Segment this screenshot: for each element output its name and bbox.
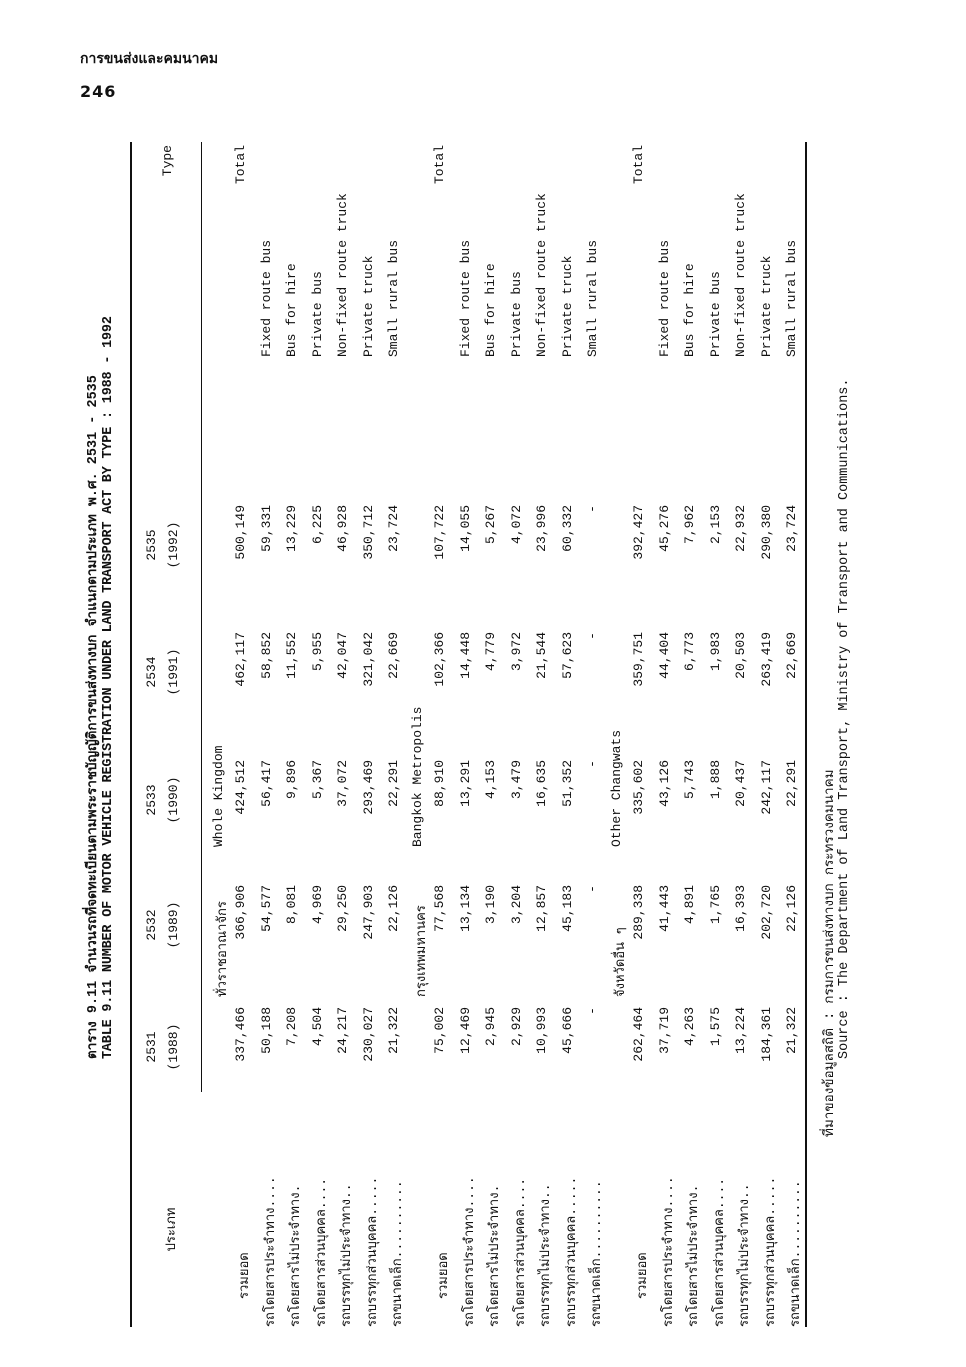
section-title-english: Whole Kingdom — [211, 745, 226, 847]
year-head-ce: (1990) — [166, 776, 181, 824]
column-head-english: Type — [160, 145, 175, 177]
table-cell: 2,945 — [483, 1007, 498, 1047]
row-label-thai: รถโดยสารส่วนบุคคล.... — [512, 1177, 528, 1327]
table-cell: 16,393 — [733, 885, 748, 932]
table-cell: 290,380 — [758, 505, 774, 560]
table-cell: - — [585, 1007, 600, 1015]
table-cell: 22,126 — [386, 885, 401, 932]
table-cell: 22,291 — [784, 760, 799, 807]
section-title-english: Other Changwats — [609, 729, 624, 847]
table-cell: 22,291 — [386, 760, 401, 807]
table-cell: 12,857 — [534, 885, 549, 932]
table-cell: 293,469 — [360, 760, 376, 815]
table-cell: 37,072 — [335, 760, 350, 807]
table-cell: 5,367 — [309, 760, 325, 800]
table-cell: 7,962 — [682, 505, 697, 545]
table-cell: 13,291 — [457, 760, 473, 807]
table-cell: 263,419 — [758, 632, 774, 687]
year-head-ce: (1991) — [166, 648, 181, 696]
table-cell: 4,779 — [483, 632, 498, 672]
page-number: 246 — [80, 82, 117, 101]
row-label-english: Private truck — [360, 255, 376, 357]
table-cell: 13,224 — [733, 1007, 748, 1054]
table-cell: 9,896 — [284, 760, 299, 800]
year-head-be: 2532 — [144, 909, 159, 941]
source-english: Source : The Department of Land Transport, Ministry of Transport and Communications. — [837, 378, 852, 1059]
year-head-ce: (1989) — [166, 901, 181, 949]
table-cell: 22,669 — [784, 632, 799, 679]
row-label-thai: รถบรรทุกไม่ประจำทาง.. — [538, 1183, 553, 1327]
section-title-thai: จังหวัดอื่น ๆ — [613, 927, 628, 997]
table-cell: 3,972 — [508, 632, 524, 672]
table-cell: 88,910 — [432, 760, 447, 807]
table-cell: 13,134 — [457, 885, 473, 932]
row-label-english: Private bus — [508, 271, 524, 357]
row-label-thai: รวมยอด — [635, 1252, 650, 1299]
table-cell: 60,332 — [559, 505, 575, 552]
table-cell: 262,464 — [631, 1007, 646, 1062]
table-cell: - — [585, 760, 600, 768]
row-label-english: Small rural bus — [585, 239, 600, 357]
table-cell: 77,568 — [432, 885, 447, 932]
table-cell: 29,250 — [335, 885, 350, 932]
table-top-rule — [130, 142, 132, 1327]
table-cell: 242,117 — [758, 760, 774, 815]
rotated-table-page — [80, 142, 870, 1327]
header-underline — [201, 142, 202, 1092]
table-cell: 21,322 — [784, 1007, 799, 1054]
table-cell: 46,928 — [335, 505, 350, 552]
row-label-thai: รถโดยสารส่วนบุคคล.... — [313, 1177, 329, 1327]
table-cell: 392,427 — [631, 505, 646, 560]
table-cell: 184,361 — [758, 1007, 774, 1062]
table-cell: 6,225 — [309, 505, 325, 545]
table-cell: 1,888 — [707, 760, 723, 800]
table-cell: 11,552 — [284, 632, 299, 679]
table-cell: 3,190 — [483, 885, 498, 925]
row-label-thai: รถบรรทุกส่วนบุคคล..... — [563, 1176, 579, 1327]
table-cell: 20,437 — [733, 760, 748, 807]
table-cell: 4,263 — [682, 1007, 697, 1047]
row-label-english: Fixed route bus — [258, 239, 274, 357]
table-cell: 22,126 — [784, 885, 799, 932]
table-cell: 359,751 — [631, 632, 646, 687]
table-cell: 21,322 — [386, 1007, 401, 1054]
table-caption-thai: ตาราง 9.11 จำนวนรถที่จดทะเบียนตามพระราชบัญญัติการขนส่งทางบก จำแนกตามประเภท พ.ศ. 2531 - 2535 — [86, 375, 101, 1059]
row-label-thai: รวมยอด — [436, 1252, 451, 1299]
table-cell: 202,720 — [758, 885, 774, 940]
table-cell: 1,575 — [707, 1007, 723, 1047]
row-label-thai: รถขนาดเล็ก.......... — [390, 1180, 405, 1327]
source-thai: ที่มาของข้อมูลสถิติ : กรมการขนส่งทางบก กระทรวงคมนาคม — [823, 769, 838, 1137]
table-cell: 51,352 — [559, 760, 575, 807]
section-title-thai: ทั่วราชอาณาจักร — [215, 901, 230, 997]
table-cell: 247,903 — [360, 885, 376, 940]
table-cell: 41,443 — [656, 885, 672, 932]
row-label-thai: รถโดยสารประจำทาง.... — [660, 1176, 676, 1327]
row-label-english: Non-fixed route truck — [733, 193, 748, 357]
row-label-english: Bus for hire — [284, 263, 299, 357]
table-bottom-rule — [805, 142, 807, 1327]
section-title-thai: กรุงเทพมหานคร — [414, 905, 429, 997]
row-label-english: Total — [233, 145, 248, 185]
row-label-thai: รวมยอด — [237, 1252, 252, 1299]
table-cell: 45,183 — [559, 885, 575, 932]
row-label-thai: รถบรรทุกส่วนบุคคล..... — [762, 1176, 778, 1327]
row-label-thai: รถขนาดเล็ก.......... — [589, 1180, 604, 1327]
table-cell: 5,267 — [483, 505, 498, 545]
table-cell: 14,448 — [457, 632, 473, 679]
table-cell: 59,331 — [258, 505, 274, 552]
table-cell: 14,055 — [457, 505, 473, 552]
row-label-english: Private bus — [309, 271, 325, 357]
table-cell: 44,404 — [656, 632, 672, 679]
table-cell: 4,891 — [682, 885, 697, 925]
row-label-thai: รถบรรทุกไม่ประจำทาง.. — [737, 1183, 752, 1327]
row-label-english: Fixed route bus — [457, 239, 473, 357]
table-cell: 289,338 — [631, 885, 646, 940]
table-cell: 6,773 — [682, 632, 697, 672]
table-cell: 350,712 — [360, 505, 376, 560]
table-cell: 102,366 — [432, 632, 447, 687]
table-cell: 23,724 — [386, 505, 401, 552]
row-label-english: Private truck — [559, 255, 575, 357]
row-label-english: Bus for hire — [682, 263, 697, 357]
table-cell: 1,765 — [707, 885, 723, 925]
table-cell: 107,722 — [432, 505, 447, 560]
table-cell: 4,969 — [309, 885, 325, 925]
year-head-be: 2533 — [144, 784, 159, 816]
table-cell: 23,724 — [784, 505, 799, 552]
table-cell: 22,669 — [386, 632, 401, 679]
table-cell: 21,544 — [534, 632, 549, 679]
table-cell: 230,027 — [360, 1007, 376, 1062]
table-cell: 45,276 — [656, 505, 672, 552]
row-label-english: Private truck — [758, 255, 774, 357]
row-label-english: Non-fixed route truck — [534, 193, 549, 357]
table-cell: 16,635 — [534, 760, 549, 807]
table-cell: 424,512 — [233, 760, 248, 815]
row-label-thai: รถโดยสารส่วนบุคคล.... — [711, 1177, 727, 1327]
table-cell: 8,081 — [284, 885, 299, 925]
table-cell: 45,666 — [559, 1007, 575, 1054]
row-label-english: Bus for hire — [483, 263, 498, 357]
table-cell: 4,153 — [483, 760, 498, 800]
table-cell: 5,955 — [309, 632, 325, 672]
table-cell: 50,188 — [258, 1007, 274, 1054]
row-label-thai: รถบรรทุกส่วนบุคคล..... — [364, 1176, 380, 1327]
row-label-english: Total — [432, 145, 447, 185]
table-cell: 37,719 — [656, 1007, 672, 1054]
table-cell: - — [585, 505, 600, 513]
row-label-thai: รถโดยสารประจำทาง.... — [461, 1176, 477, 1327]
table-cell: - — [585, 885, 600, 893]
row-label-thai: รถโดยสารประจำทาง.... — [262, 1176, 278, 1327]
table-cell: 43,126 — [656, 760, 672, 807]
table-cell: 5,743 — [682, 760, 697, 800]
table-cell: 23,996 — [534, 505, 549, 552]
year-head-be: 2535 — [144, 529, 159, 561]
running-header-title: การขนส่งและคมนาคม — [80, 51, 219, 67]
row-label-thai: รถบรรทุกไม่ประจำทาง.. — [339, 1183, 354, 1327]
table-cell: 4,504 — [309, 1007, 325, 1047]
table-cell: 7,208 — [284, 1007, 299, 1047]
year-head-ce: (1992) — [166, 521, 181, 569]
column-head-thai: ประเภท — [164, 1207, 179, 1252]
table-cell: 24,217 — [335, 1007, 350, 1054]
table-cell: 56,417 — [258, 760, 274, 807]
year-head-be: 2531 — [144, 1031, 159, 1063]
table-cell: 366,906 — [233, 885, 248, 940]
table-cell: 22,932 — [733, 505, 748, 552]
row-label-english: Fixed route bus — [656, 239, 672, 357]
row-label-english: Small rural bus — [784, 239, 799, 357]
year-head-ce: (1988) — [166, 1023, 181, 1071]
row-label-thai: รถโดยสารไม่ประจำทาง. — [288, 1184, 303, 1327]
table-cell: 2,153 — [707, 505, 723, 545]
table-cell: 57,623 — [559, 632, 575, 679]
table-cell: 54,577 — [258, 885, 274, 932]
table-cell: - — [585, 632, 600, 640]
table-cell: 321,042 — [360, 632, 376, 687]
table-cell: 337,466 — [233, 1007, 248, 1062]
table-cell: 1,983 — [707, 632, 723, 672]
table-cell: 3,204 — [508, 885, 524, 925]
table-cell: 462,117 — [233, 632, 248, 687]
table-cell: 75,002 — [432, 1007, 447, 1054]
row-label-thai: รถโดยสารไม่ประจำทาง. — [487, 1184, 502, 1327]
table-cell: 42,047 — [335, 632, 350, 679]
year-head-be: 2534 — [144, 656, 159, 688]
table-cell: 10,993 — [534, 1007, 549, 1054]
table-cell: 335,602 — [631, 760, 646, 815]
table-cell: 4,072 — [508, 505, 524, 545]
table-cell: 3,479 — [508, 760, 524, 800]
row-label-english: Small rural bus — [386, 239, 401, 357]
row-label-thai: รถโดยสารไม่ประจำทาง. — [686, 1184, 701, 1327]
row-label-thai: รถขนาดเล็ก.......... — [788, 1180, 803, 1327]
table-cell: 2,929 — [508, 1007, 524, 1047]
row-label-english: Non-fixed route truck — [335, 193, 350, 357]
table-cell: 12,469 — [457, 1007, 473, 1054]
table-cell: 500,149 — [233, 505, 248, 560]
table-cell: 13,229 — [284, 505, 299, 552]
row-label-english: Private bus — [707, 271, 723, 357]
table-cell: 58,852 — [258, 632, 274, 679]
table-cell: 20,503 — [733, 632, 748, 679]
row-label-english: Total — [631, 145, 646, 185]
section-title-english: Bangkok Metropolis — [410, 706, 425, 847]
table-caption-english: TABLE 9.11 NUMBER OF MOTOR VEHICLE REGISTRATION UNDER LAND TRANSPORT ACT BY TYPE : 1988 - 1992 — [101, 316, 116, 1059]
